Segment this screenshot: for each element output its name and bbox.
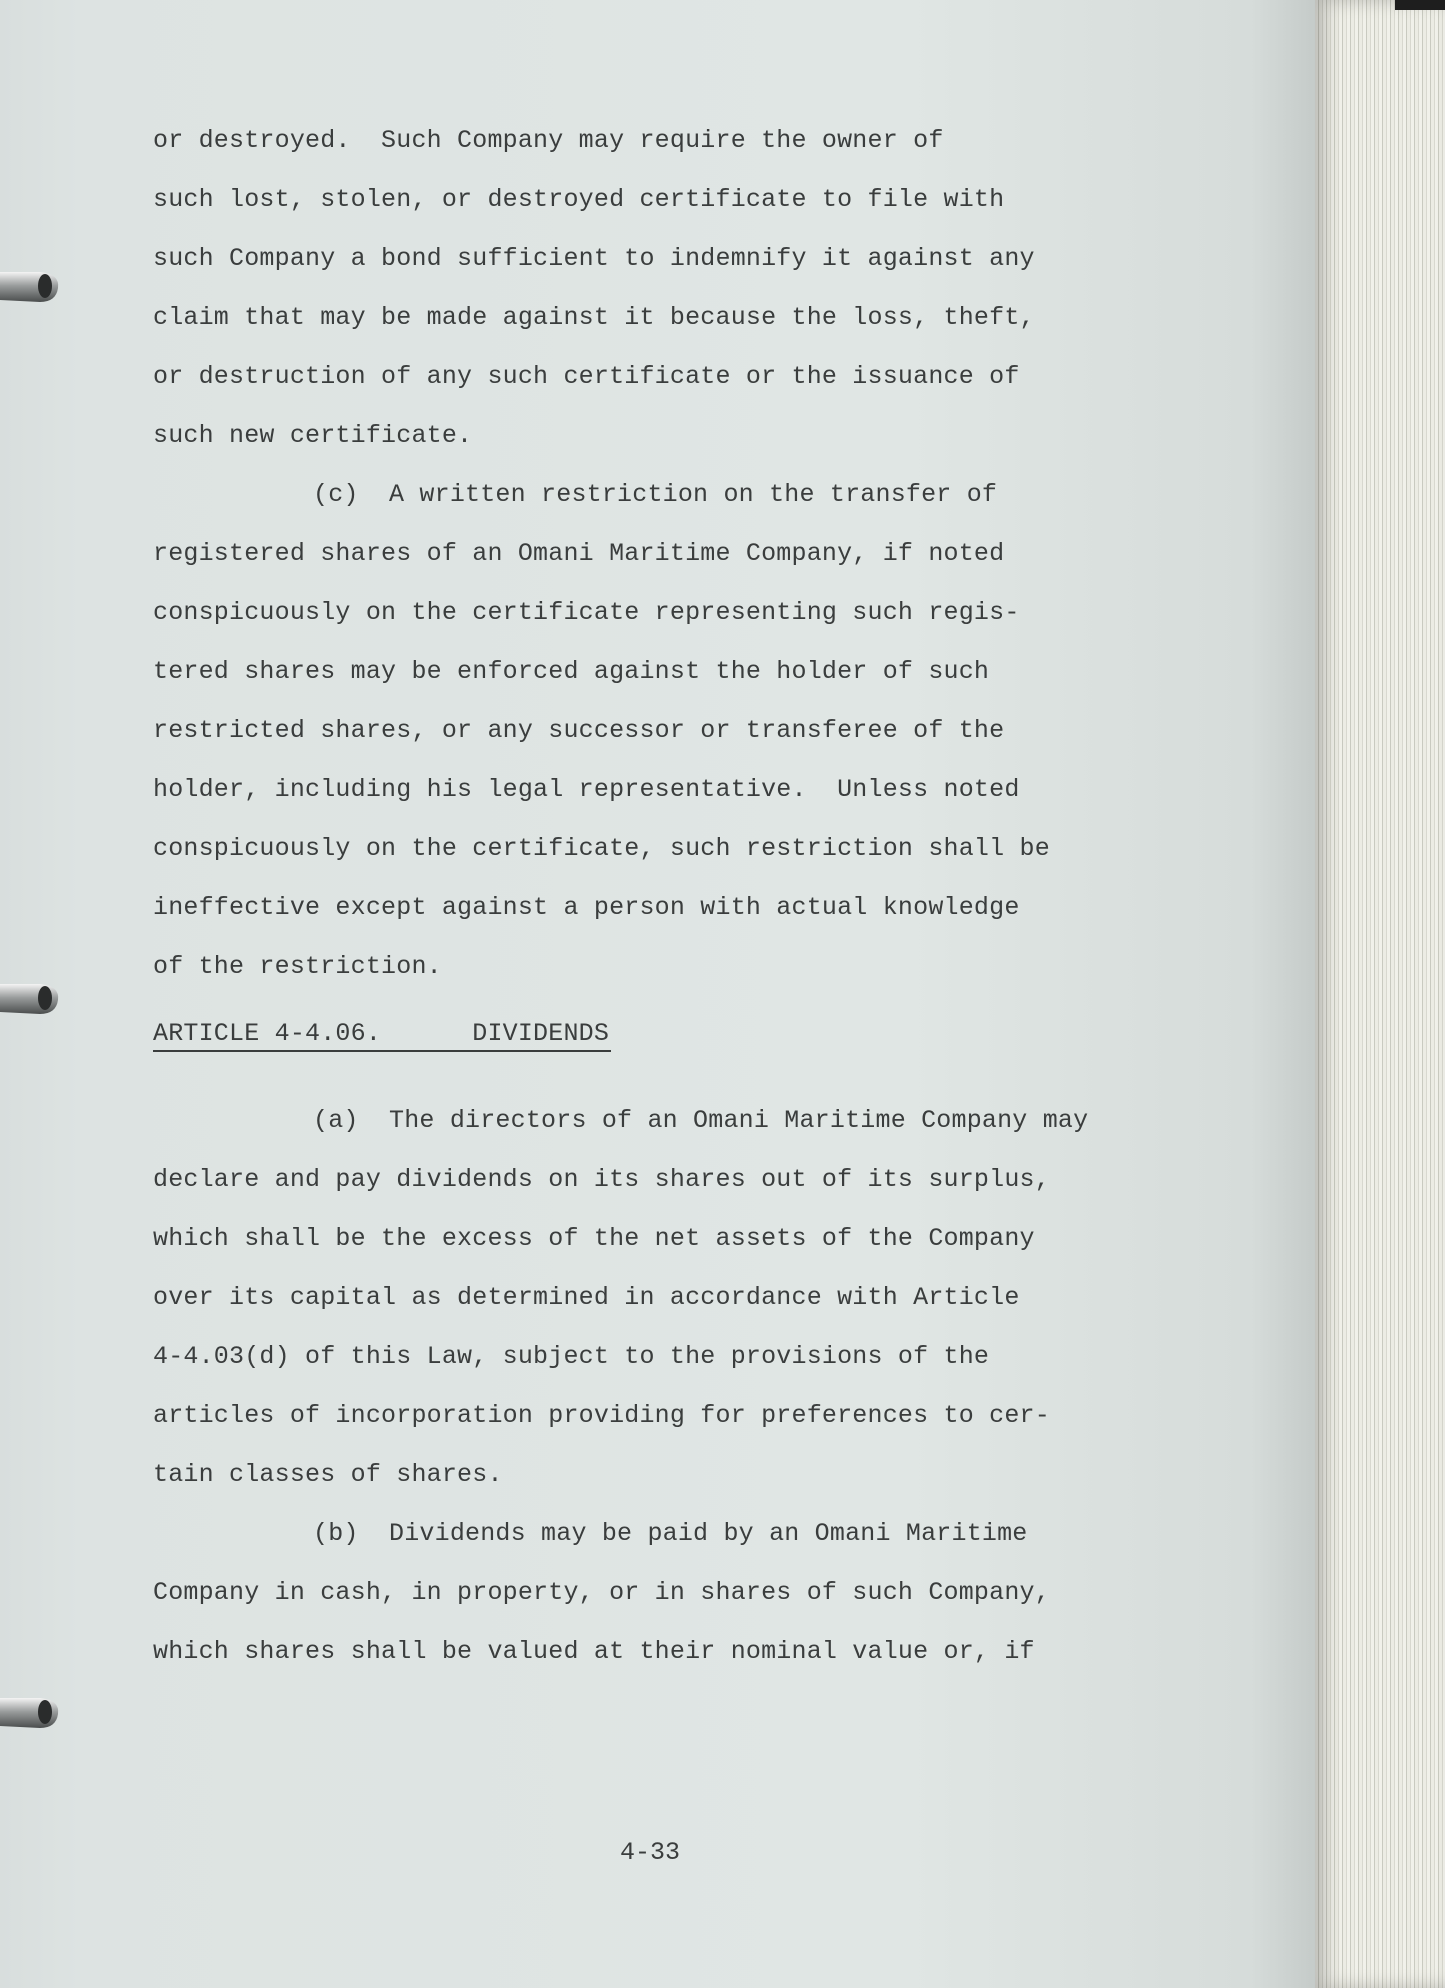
text-line: such Company a bond sufficient to indemnify it against any — [153, 244, 1035, 273]
article-heading-row — [153, 1004, 1173, 1063]
text-line: (a) The directors of an Omani Maritime Company may — [313, 1106, 1089, 1135]
text-line: declare and pay dividends on its shares out of its surplus, — [153, 1165, 1050, 1194]
paragraph-b — [153, 1504, 1173, 1681]
text-line: Company in cash, in property, or in shares of such Company, — [153, 1578, 1050, 1607]
text-line: over its capital as determined in accordance with Article — [153, 1283, 1020, 1312]
text-line: or destruction of any such certificate or the issuance of — [153, 362, 1020, 391]
document-body — [153, 111, 1173, 1681]
page-stack-edge — [1315, 0, 1445, 1988]
text-line: (c) A written restriction on the transfer of — [313, 480, 998, 509]
text-line: ineffective except against a person with actual knowledge — [153, 893, 1020, 922]
text-line: claim that may be made against it because the loss, theft, — [153, 303, 1035, 332]
text-line: of the restriction. — [153, 952, 442, 981]
text-line: holder, including his legal representative. Unless noted — [153, 775, 1020, 804]
text-line: which shares shall be valued at their nominal value or, if — [153, 1637, 1035, 1666]
binder-ring-icon — [0, 1688, 62, 1736]
paragraph-b-continuation — [153, 111, 1173, 465]
binder-ring-icon — [0, 974, 62, 1022]
text-line: conspicuously on the certificate representing such regis- — [153, 598, 1020, 627]
text-line: such lost, stolen, or destroyed certificate to file with — [153, 185, 1005, 214]
paragraph-a — [153, 1091, 1173, 1504]
text-line: registered shares of an Omani Maritime Company, if noted — [153, 539, 1005, 568]
text-line: which shall be the excess of the net assets of the Company — [153, 1224, 1035, 1253]
text-line: tered shares may be enforced against the holder of such — [153, 657, 990, 686]
text-line: tain classes of shares. — [153, 1460, 503, 1489]
paragraph-c — [153, 465, 1173, 996]
page-number: 4-33 — [619, 1838, 680, 1867]
text-line: such new certificate. — [153, 421, 473, 450]
text-line: articles of incorporation providing for preferences to cer- — [153, 1401, 1050, 1430]
text-line: 4-4.03(d) of this Law, subject to the provisions of the — [153, 1342, 990, 1371]
text-line: conspicuously on the certificate, such restriction shall be — [153, 834, 1050, 863]
binder-ring-icon — [0, 262, 62, 310]
text-line: (b) Dividends may be paid by an Omani Maritime — [313, 1519, 1028, 1548]
text-line: or destroyed. Such Company may require the owner of — [153, 126, 944, 155]
article-heading: ARTICLE 4-4.06. DIVIDENDS — [153, 1018, 611, 1052]
binder-clip — [1395, 0, 1445, 10]
text-line: restricted shares, or any successor or transferee of the — [153, 716, 1005, 745]
